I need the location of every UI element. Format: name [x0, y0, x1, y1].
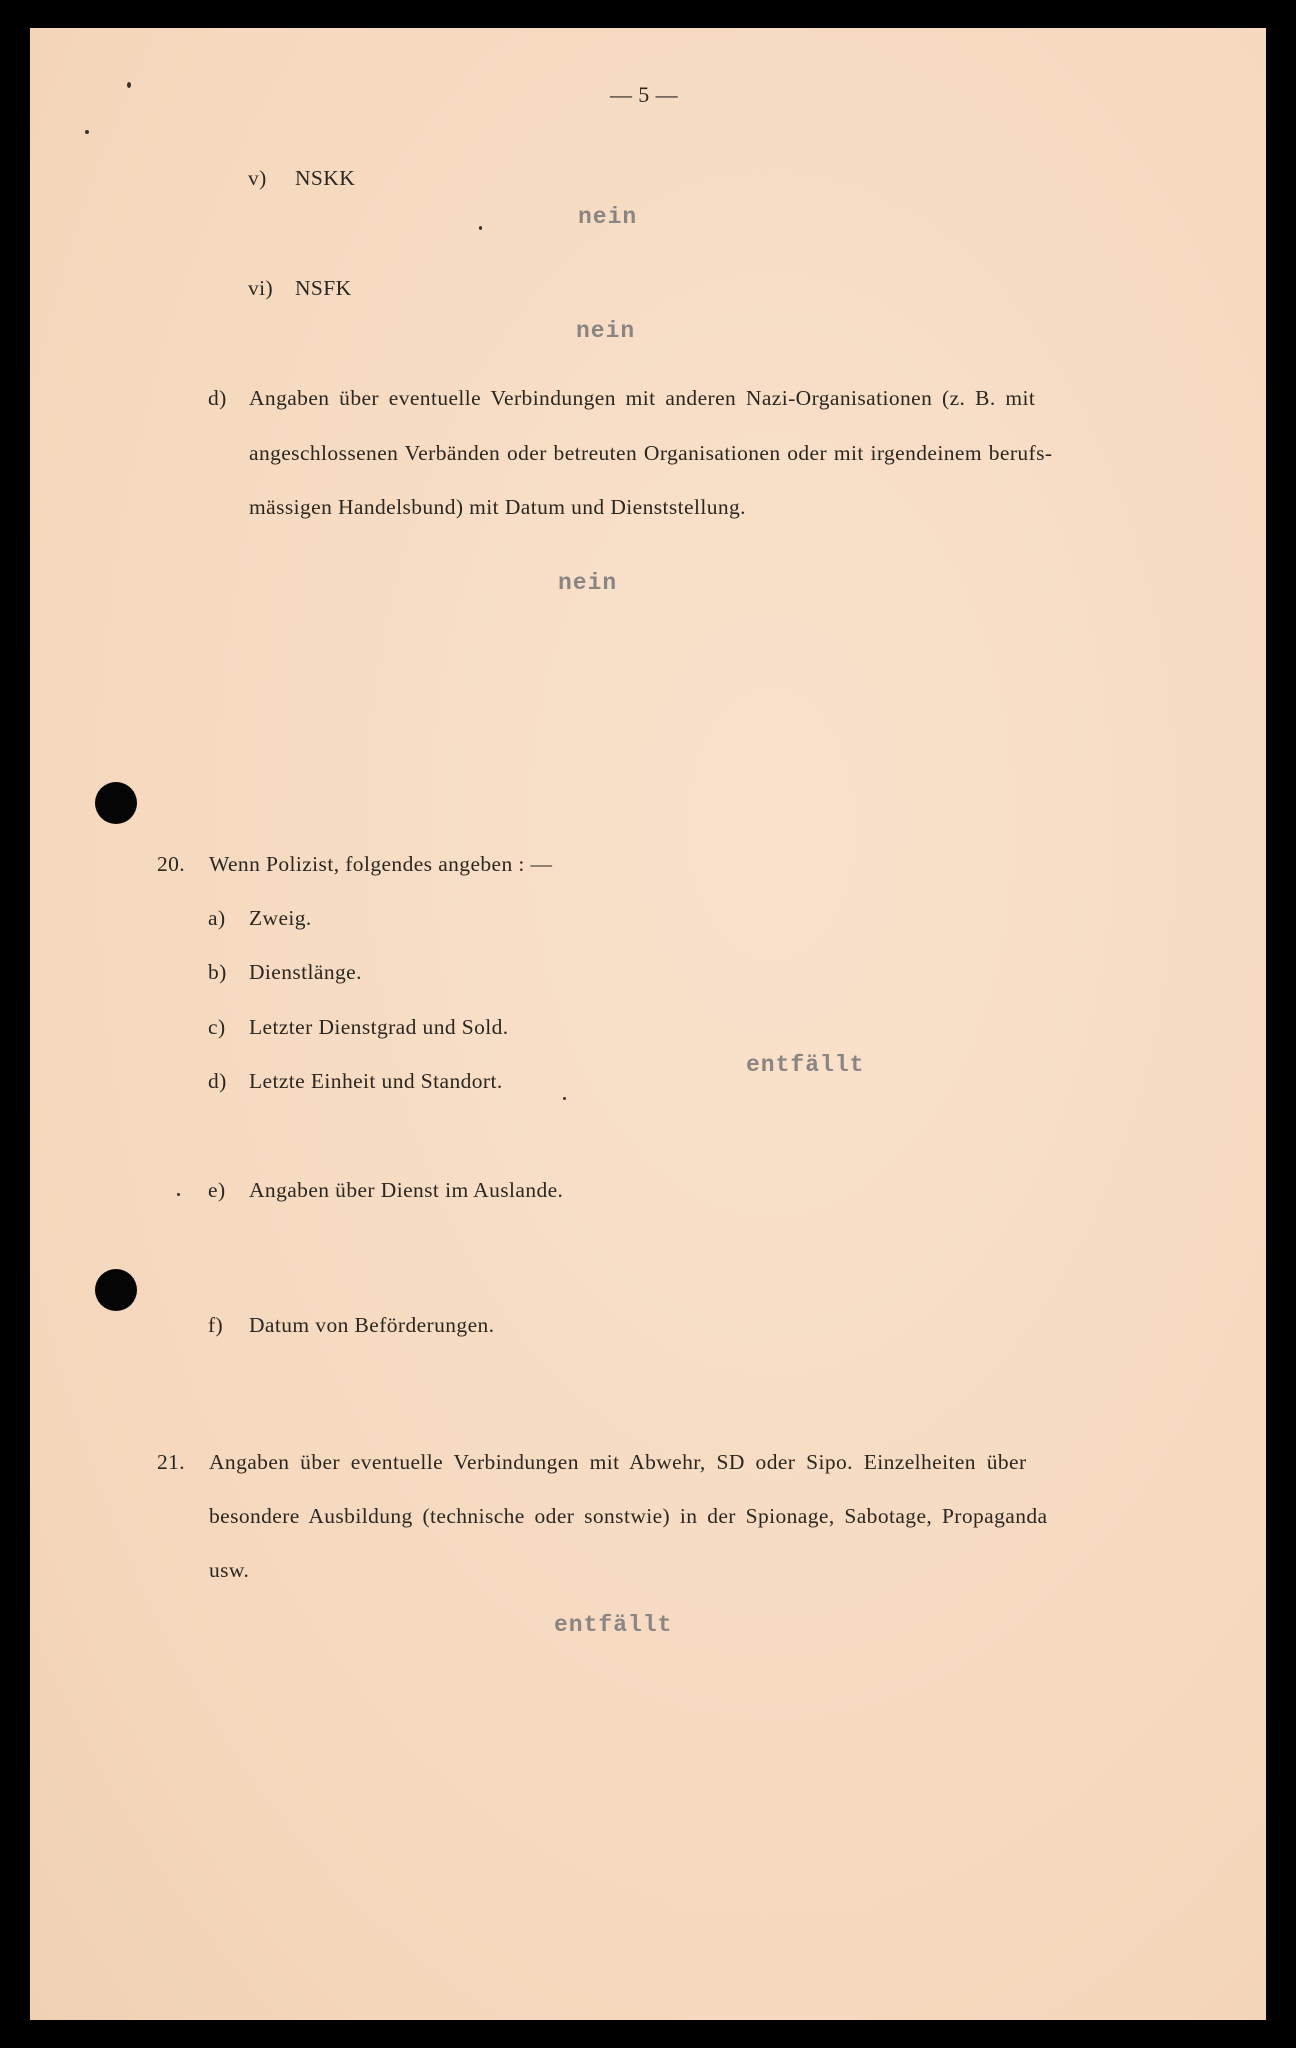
item-v-label: NSKK [295, 166, 356, 190]
q20-a-label: Zweig. [249, 906, 312, 930]
question-21-line-1: Angaben über eventuelle Verbindungen mit Abwehr, SD oder Sipo. Einzelheiten über [209, 1450, 1027, 1474]
question-21-line-3: usw. [209, 1558, 250, 1582]
question-21-line-2: besondere Ausbildung (technische oder sonstwie) in der Spionage, Sabotage, Propaganda [209, 1504, 1048, 1528]
item-v-answer: nein [578, 204, 638, 230]
page-number: — 5 — [610, 82, 678, 107]
question-20-number: 20. [157, 852, 186, 876]
item-v-marker: v) [248, 166, 267, 190]
item-vi-answer: nein [576, 318, 636, 344]
item-d-line-1: Angaben über eventuelle Verbindungen mit anderen Nazi-Organisationen (z. B. mit [249, 386, 1036, 410]
paper-speck [127, 82, 131, 88]
item-d-line-3: mässigen Handelsbund) mit Datum und Dienststellung. [249, 495, 746, 519]
q20-c-label: Letzter Dienstgrad und Sold. [249, 1015, 509, 1039]
item-vi-marker: vi) [248, 276, 274, 300]
q20-a-marker: a) [208, 906, 226, 930]
q20-c-marker: c) [208, 1015, 226, 1039]
item-d-line-2: angeschlossenen Verbänden oder betreuten Organisationen oder mit irgendeinem berufs- [249, 441, 1053, 465]
item-vi-label: NSFK [295, 276, 352, 300]
q20-b-marker: b) [208, 960, 227, 984]
q20-e-label: Angaben über Dienst im Auslande. [249, 1178, 564, 1202]
question-21-answer: entfällt [554, 1612, 673, 1638]
q20-e-marker: e) [208, 1178, 226, 1202]
document-page [30, 28, 1266, 2020]
punch-hole-bottom [95, 1269, 137, 1311]
punch-hole-top [95, 782, 137, 824]
question-20-text: Wenn Polizist, folgendes angeben : — [209, 852, 553, 876]
q20-b-label: Dienstlänge. [249, 960, 362, 984]
q20-d-label: Letzte Einheit und Standort. [249, 1069, 503, 1093]
item-d-marker: d) [208, 386, 227, 410]
question-21-number: 21. [157, 1450, 186, 1474]
q20-f-label: Datum von Beförderungen. [249, 1313, 495, 1337]
q20-d-marker: d) [208, 1069, 227, 1093]
item-d-answer: nein [558, 570, 618, 596]
paper-speck [563, 1097, 566, 1100]
paper-speck [85, 130, 89, 134]
q20-f-marker: f) [208, 1313, 224, 1337]
question-20-answer: entfällt [746, 1052, 865, 1078]
paper-speck [479, 226, 482, 230]
paper-speck [177, 1193, 180, 1196]
